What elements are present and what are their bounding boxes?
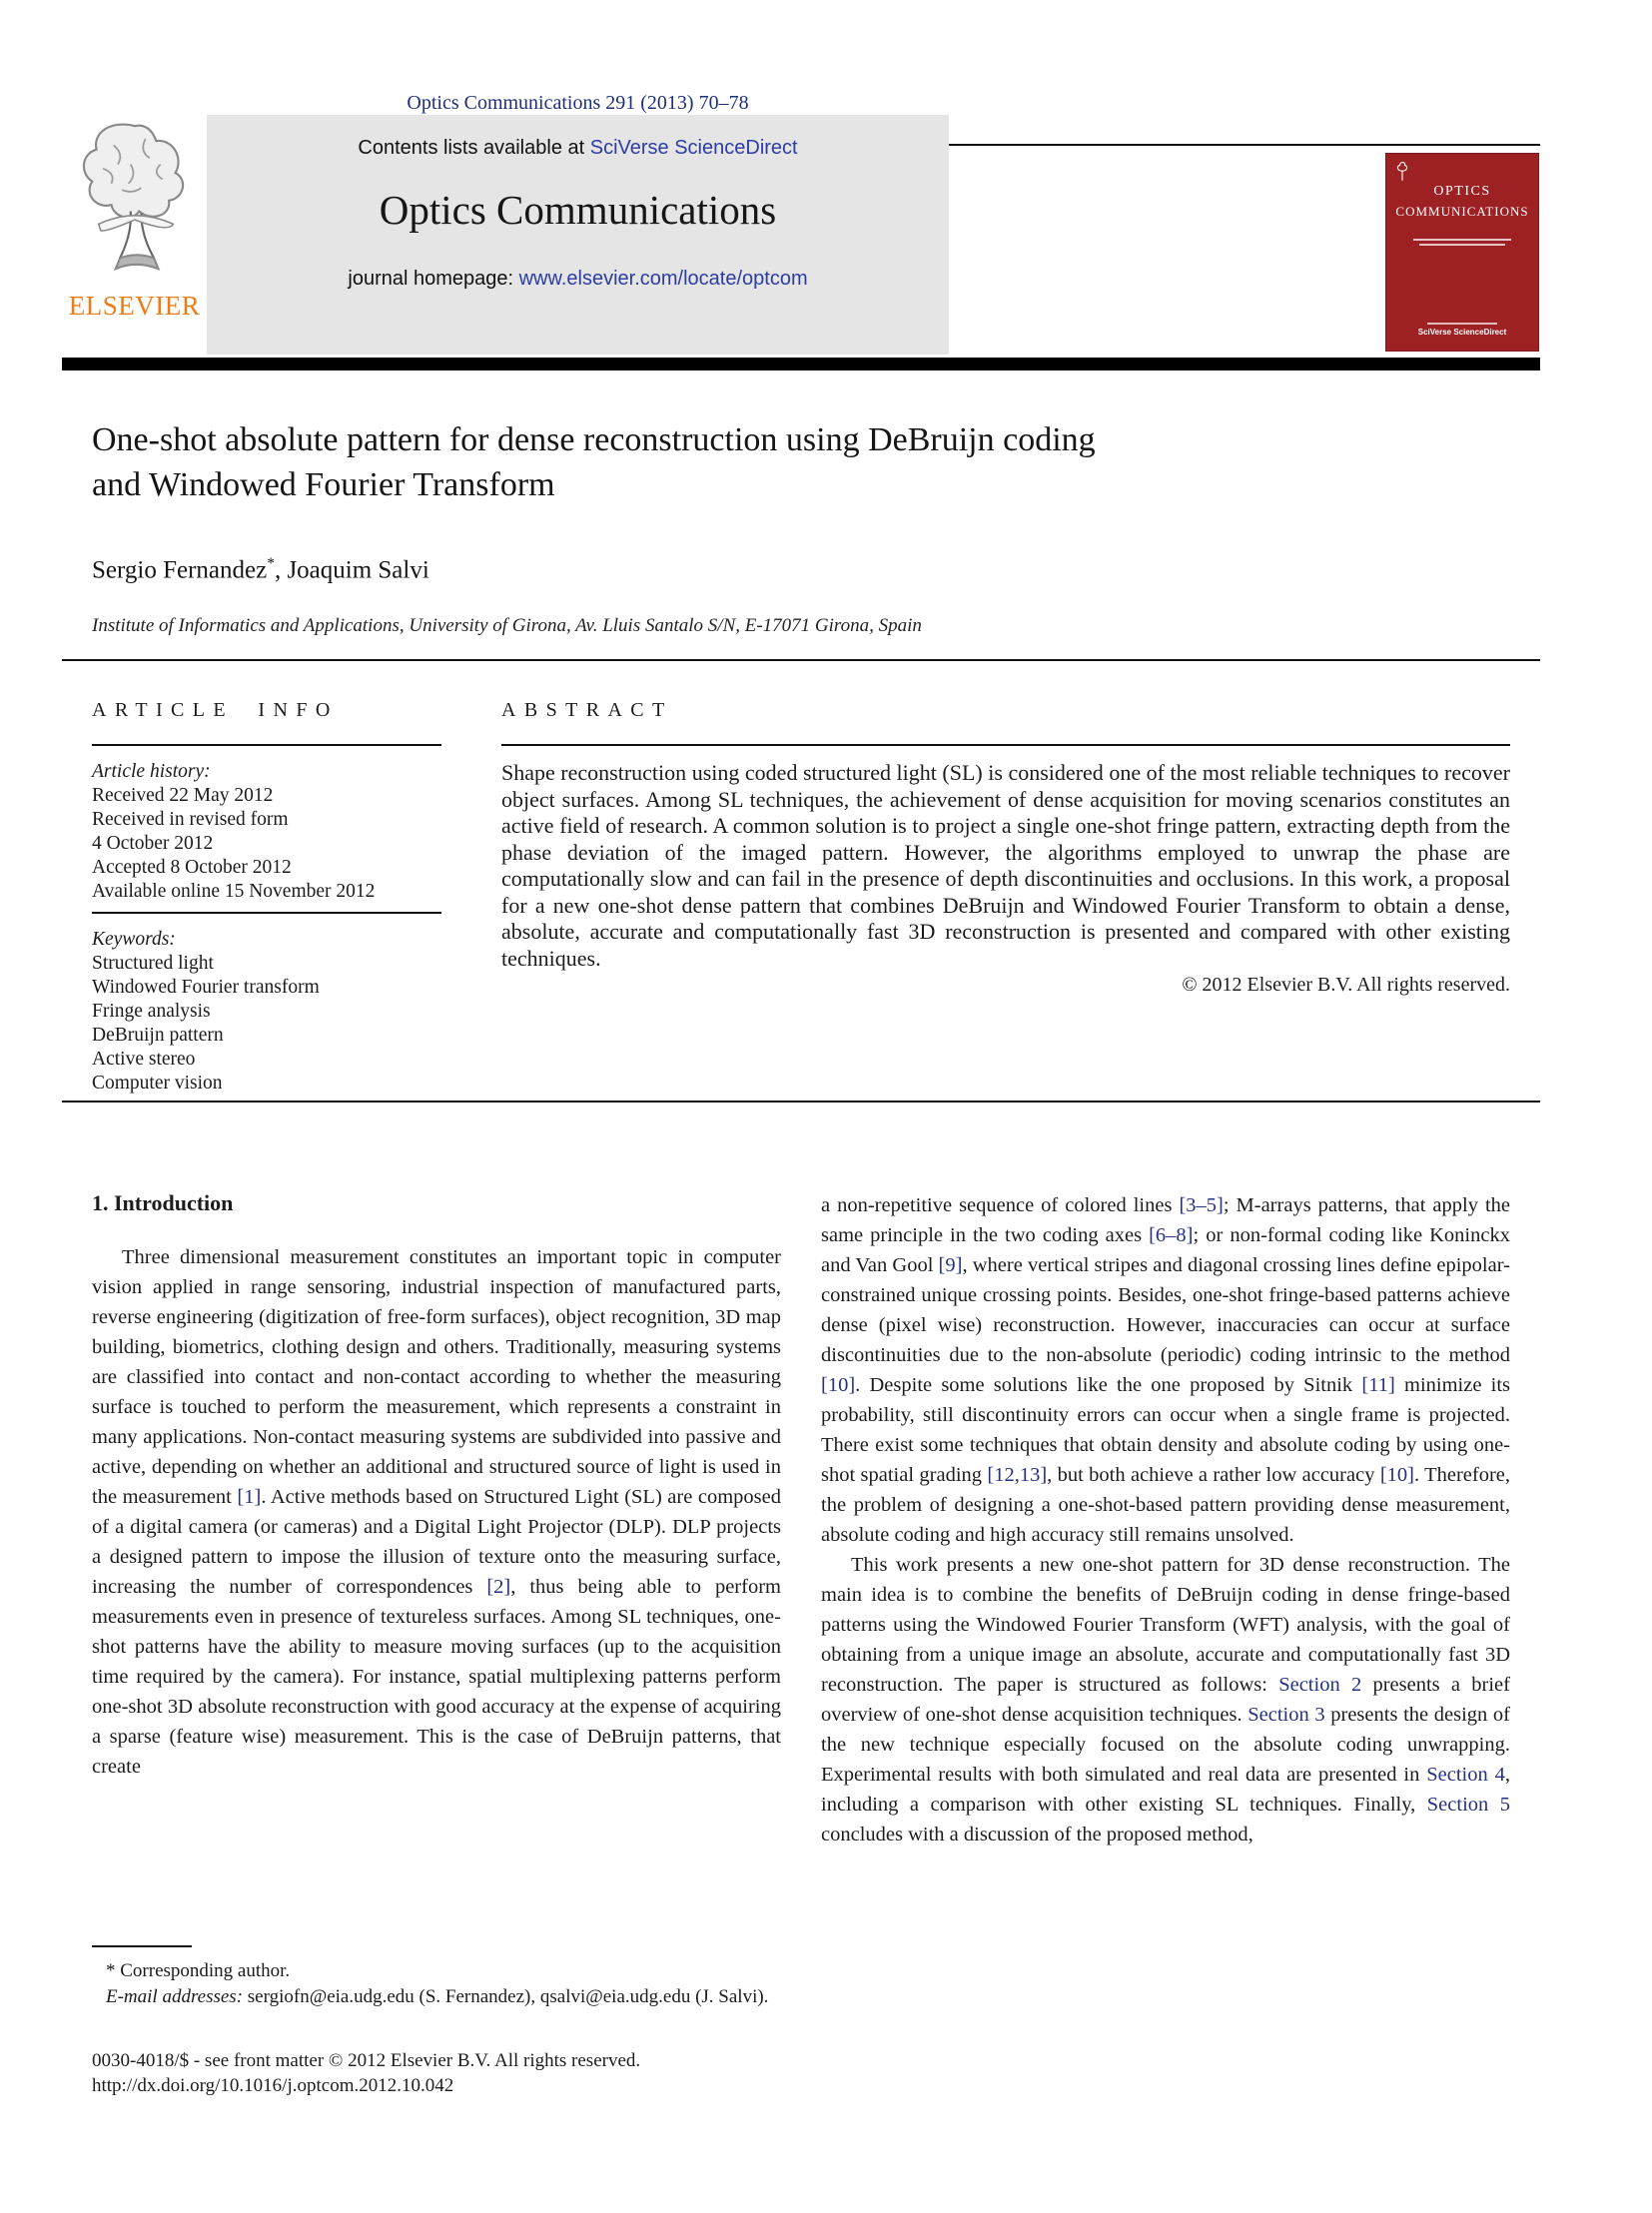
citation-link[interactable]: [2] <box>486 1576 511 1598</box>
citation-link[interactable]: Section 2 <box>1278 1674 1362 1696</box>
citation-link[interactable]: Section 4 <box>1426 1764 1505 1786</box>
text-segment: E-mail addresses: <box>106 1986 248 2007</box>
article-history-item: Accepted 8 October 2012 <box>92 857 292 878</box>
text-segment: , Joaquim Salvi <box>274 556 429 584</box>
text-segment: concludes with a discussion of the proposed method, <box>821 1824 1253 1845</box>
text-segment: presents the design of the new technique especially focused on the absolute coding unwrapping. Experimental results with both simulated and real data are presented in <box>821 1704 1510 1786</box>
article-info-heading-rule <box>92 744 441 746</box>
cover-footer-rule <box>1427 323 1497 325</box>
keyword-item: Fringe analysis <box>92 1001 211 1022</box>
abstract-copyright: © 2012 Elsevier B.V. All rights reserved. <box>1182 974 1510 996</box>
keyword-item: Structured light <box>92 953 214 974</box>
body-column-left <box>92 1242 781 1941</box>
text-segment: minimize its probability, still discontinuity errors can occur when a single frame is projected. There exist some techniques that obtain density and absolute coding by using one-shot spatial grading <box>821 1374 1510 1486</box>
cover-elsevier-mark-icon <box>1394 161 1410 183</box>
history-keywords-divider <box>92 912 441 914</box>
body-column-right <box>821 1190 1510 2119</box>
text-segment: . Despite some solutions like the one proposed by Sitnik <box>855 1374 1362 1396</box>
elsevier-wordmark: ELSEVIER <box>68 291 201 321</box>
cover-journal-name-line2: COMMUNICATIONS <box>1395 204 1529 219</box>
affiliation: Institute of Informatics and Applications, University of Girona, Av. Lluis Santalo S/N, E-17071 Girona, Spain <box>92 615 922 636</box>
citation-link[interactable]: [1] <box>237 1486 262 1508</box>
citation-link[interactable]: [6–8] <box>1149 1224 1194 1246</box>
keyword-item: DeBruijn pattern <box>92 1025 224 1046</box>
article-history-item: Available online 15 November 2012 <box>92 881 376 902</box>
text-segment: Three dimensional measurement constitutes an important topic in computer vision applied in range sensoring, industrial inspection of manufactured parts, reverse engineering (digitization of free-form surfaces), object recognition, 3D map building, biometrics, clothing design and others. Traditionally, measuring systems are classified into contact and non-contact according to whether the measuring surface is touched to perform the measurement, which represents a constraint in many applications. Non-contact measuring systems are subdivided into passive and active, depending on whether an additional and structured source of light is used in the measurement <box>92 1246 781 1508</box>
email-addresses-note <box>92 1985 781 2009</box>
contents-line-prefix: Contents lists available at <box>358 137 590 159</box>
article-history-item: Received in revised form <box>92 809 289 830</box>
text-segment: , where vertical stripes and diagonal crossing lines define epipolar-constrained unique crossing points. Besides, one-shot fringe-based patterns achieve dense (pixel wise) reconstruction. However, inaccuracies can occur at surface discontinuities due to the non-absolute (periodic) coding intrinsic to the method <box>821 1254 1510 1366</box>
contents-line <box>207 137 949 160</box>
authors <box>92 555 429 584</box>
article-title-line: One-shot absolute pattern for dense reconstruction using DeBruijn coding <box>92 421 1096 458</box>
journal-reference: Optics Communications 291 (2013) 70–78 <box>407 92 749 114</box>
footnote-rule <box>92 1945 192 1947</box>
article-title-line: and Windowed Fourier Transform <box>92 466 555 503</box>
text-segment: . Therefore, the problem of designing a one-shot-based pattern providing dense measurement, absolute coding and high accuracy still remains unsolved. <box>821 1464 1510 1546</box>
elsevier-tree-icon <box>71 117 199 289</box>
text-segment: presents a brief overview of one-shot dense acquisition techniques. <box>821 1674 1510 1726</box>
text-segment: * <box>267 555 275 572</box>
journal-cover-thumbnail <box>1385 153 1539 352</box>
cover-footer <box>1386 323 1538 337</box>
masthead-divider-bar <box>62 358 1540 370</box>
sciverse-sciencedirect-link[interactable]: SciVerse ScienceDirect <box>589 137 798 159</box>
elsevier-logo <box>62 115 207 358</box>
article-history-item: Received 22 May 2012 <box>92 785 274 806</box>
article-title <box>92 417 1520 507</box>
citation-link[interactable]: [9] <box>938 1254 963 1276</box>
text-segment: . Active methods based on Structured Light (SL) are composed of a digital camera (or cameras) and a Digital Light Projector (DLP). DLP projects a designed pattern to impose the illusion of texture onto the measuring surface, increasing the number of correspondences <box>92 1486 781 1598</box>
info-block-top-rule <box>62 659 1540 661</box>
text-segment: ; or non-formal coding like Koninckx and Van Gool <box>821 1224 1510 1276</box>
cover-sciencedirect-label: SciVerse ScienceDirect <box>1417 328 1507 337</box>
abstract-heading-rule <box>501 744 1510 746</box>
keyword-item: Computer vision <box>92 1073 223 1094</box>
text-segment: , thus being able to perform measurements even in presence of textureless surfaces. Among SL techniques, one-shot patterns have the ability to measure moving surfaces (up to the acquisition time required by the camera). For instance, spatial multiplexing patterns perform one-shot 3D absolute reconstruction with good accuracy at the expense of acquiring a sparse (feature wise) measurement. This is the case of DeBruijn patterns, that create <box>92 1576 781 1778</box>
keywords-label: Keywords: <box>92 929 176 950</box>
abstract-column <box>501 699 1510 997</box>
intro-paragraph-1 <box>92 1242 781 1782</box>
article-history-list <box>92 784 441 904</box>
text-segment: sergiofn@eia.udg.edu (S. Fernandez), qsalvi@eia.udg.edu (J. Salvi). <box>247 1986 769 2007</box>
cover-tagline-decoration <box>1386 236 1538 249</box>
text-segment: a non-repetitive sequence of colored lines <box>821 1194 1180 1216</box>
article-info-column <box>92 699 441 1096</box>
text-segment: Sergio Fernandez <box>92 556 268 584</box>
text-segment: , including a comparison with other existing SL techniques. Finally, <box>821 1764 1510 1816</box>
citation-link[interactable]: [11] <box>1361 1374 1395 1396</box>
journal-homepage-link[interactable]: www.elsevier.com/locate/optcom <box>518 268 808 290</box>
info-block-bottom-rule <box>62 1101 1540 1103</box>
abstract-text: Shape reconstruction using coded structured light (SL) is considered one of the most reliable techniques to recover object surfaces. Among SL techniques, the achievement of dense acquisition for moving scenarios constitutes an active field of research. A common solution is to project a single one-shot fringe pattern, extracting depth from the phase deviation of the imaged pattern. However, the algorithms employed to unwrap the phase are computationally slow and can fail in the presence of depth discontinuities and occlusions. In this work, a proposal for a new one-shot dense pattern that combines DeBruijn and Windowed Fourier Transform to obtain a dense, absolute, accurate and computationally fast 3D reconstruction is presented and compared with other existing techniques. <box>501 760 1510 971</box>
doi-link[interactable]: http://dx.doi.org/10.1016/j.optcom.2012.10.042 <box>92 2075 454 2096</box>
masthead-box <box>207 115 949 355</box>
homepage-prefix: journal homepage: <box>348 268 519 290</box>
text-segment: This work presents a new one-shot pattern for 3D dense reconstruction. The main idea is to combine the benefits of DeBruijn coding in dense fringe-based patterns using the Windowed Fourier Transform (WFT) analysis, with the goal of obtaining from a unique image an absolute, accurate and computationally fast 3D reconstruction. The paper is structured as follows: <box>821 1554 1510 1696</box>
issn-copyright-note: 0030-4018/$ - see front matter © 2012 Elsevier B.V. All rights reserved. <box>92 2050 641 2071</box>
citation-link[interactable]: [12,13] <box>987 1464 1048 1486</box>
article-history-label: Article history: <box>92 761 211 782</box>
citation-link[interactable]: [10] <box>821 1374 856 1396</box>
article-history-item: 4 October 2012 <box>92 833 214 854</box>
intro-paragraph-1-continued <box>821 1190 1510 1550</box>
citation-link[interactable]: [3–5] <box>1179 1194 1224 1216</box>
keywords-list <box>92 952 441 1096</box>
keyword-item: Active stereo <box>92 1049 196 1070</box>
homepage-line <box>207 268 949 291</box>
intro-paragraph-2 <box>821 1550 1510 1849</box>
citation-link[interactable]: [10] <box>1379 1464 1414 1486</box>
citation-link[interactable]: Section 3 <box>1247 1704 1325 1726</box>
keyword-item: Windowed Fourier transform <box>92 977 320 998</box>
citation-link[interactable]: Section 5 <box>1426 1794 1510 1816</box>
journal-title: Optics Communications <box>379 187 777 233</box>
section-heading-introduction: 1. Introduction <box>92 1190 234 1215</box>
text-segment: ; M-arrays patterns, that apply the same principle in the two coding axes <box>821 1194 1510 1246</box>
abstract-heading: ABSTRACT <box>501 699 673 721</box>
corresponding-author-note: * Corresponding author. <box>106 1960 291 1981</box>
article-info-heading: ARTICLE INFO <box>92 699 339 721</box>
text-segment: , but both achieve a rather low accuracy <box>1047 1464 1380 1486</box>
cover-journal-name-line1: OPTICS <box>1433 184 1491 199</box>
